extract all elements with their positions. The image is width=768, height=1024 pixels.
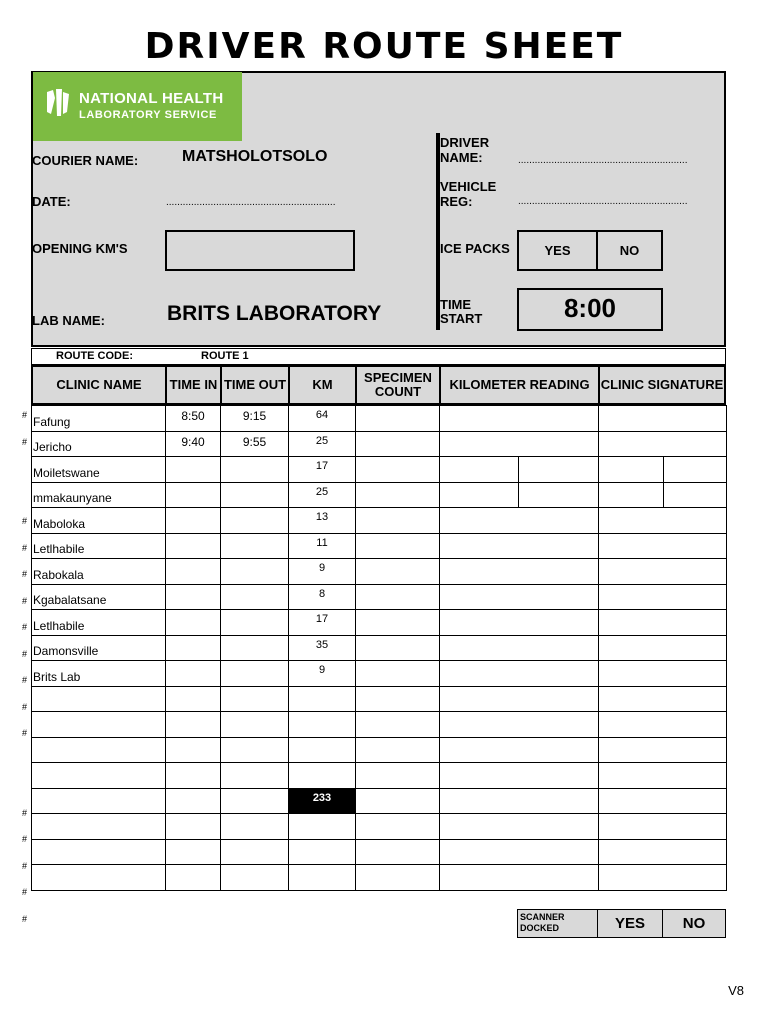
row-marker: #	[22, 516, 28, 526]
time-in-cell[interactable]	[166, 661, 221, 687]
col-kilometer-reading: KILOMETER READING	[441, 367, 600, 403]
clinic-signature-cell[interactable]	[599, 457, 664, 483]
time-in-cell[interactable]: 9:40	[166, 431, 221, 457]
time-out-cell[interactable]	[221, 559, 289, 585]
lab-name-label: LAB NAME:	[32, 313, 105, 328]
clinic-name-cell[interactable]	[32, 686, 166, 712]
km-cell[interactable]: 25	[289, 431, 356, 457]
route-code-row	[31, 348, 726, 365]
row-marker: #	[22, 887, 28, 897]
clinic-signature-cell[interactable]	[599, 406, 727, 432]
table-row	[32, 839, 727, 865]
specimen-count-cell[interactable]	[356, 686, 440, 712]
time-in-cell[interactable]	[166, 737, 221, 763]
time-in-cell[interactable]: 8:50	[166, 406, 221, 432]
opening-km-input[interactable]	[165, 230, 355, 271]
route-code-label: ROUTE CODE:	[56, 350, 133, 362]
row-marker: #	[22, 728, 28, 738]
table-row	[32, 533, 727, 559]
specimen-count-cell[interactable]	[356, 712, 440, 738]
date-field[interactable]: .............................................................	[166, 197, 336, 208]
table-header	[31, 365, 726, 405]
courier-name-value[interactable]: MATSHOLOTSOLO	[182, 148, 328, 165]
table-row	[32, 508, 727, 534]
clinic-name-cell[interactable]	[32, 737, 166, 763]
table-row	[32, 763, 727, 789]
clinic-name-cell[interactable]	[32, 763, 166, 789]
col-clinic-signature: CLINIC SIGNATURE	[600, 377, 724, 392]
row-marker: #	[22, 648, 28, 659]
clinic-signature-cell[interactable]	[599, 508, 727, 534]
scanner-no[interactable]: NO	[662, 909, 726, 938]
version-label: V8	[728, 983, 744, 998]
km-cell[interactable]: 9	[289, 559, 356, 585]
specimen-count-cell[interactable]	[356, 406, 440, 432]
clinic-signature-cell[interactable]	[599, 788, 727, 814]
scanner-docked-label: SCANNER DOCKED	[517, 909, 598, 938]
specimen-count-cell[interactable]	[356, 788, 440, 814]
kilometer-reading-cell[interactable]	[440, 610, 599, 636]
table-row	[32, 610, 727, 636]
row-marker: #	[22, 436, 28, 447]
km-cell[interactable]: 35	[289, 635, 356, 661]
km-cell[interactable]: 11	[289, 533, 356, 559]
clinic-signature-cell[interactable]	[599, 839, 727, 865]
table-row	[32, 788, 727, 814]
clinic-name-cell[interactable]: Letlhabile	[32, 610, 166, 636]
specimen-count-cell[interactable]	[356, 508, 440, 534]
time-out-cell[interactable]	[221, 763, 289, 789]
clinic-signature-cell[interactable]	[599, 533, 727, 559]
row-marker: #	[22, 622, 28, 632]
time-out-cell[interactable]	[221, 610, 289, 636]
nhls-logo	[33, 72, 242, 141]
vehicle-reg-label: VEHICLE REG:	[440, 179, 497, 209]
time-out-cell[interactable]	[221, 737, 289, 763]
time-out-cell[interactable]	[221, 584, 289, 610]
kilometer-reading-cell[interactable]	[519, 457, 599, 483]
page-title: DRIVER ROUTE SHEET	[144, 26, 624, 67]
row-marker: #	[22, 675, 28, 685]
clinic-name-cell[interactable]	[32, 788, 166, 814]
time-out-cell[interactable]	[221, 839, 289, 865]
row-marker: #	[22, 807, 28, 818]
vehicle-reg-field[interactable]: .............................................................	[518, 196, 688, 207]
time-out-cell[interactable]	[221, 661, 289, 687]
time-in-cell[interactable]	[166, 533, 221, 559]
kilometer-reading-cell[interactable]	[440, 431, 599, 457]
clinic-name-cell[interactable]	[32, 865, 166, 891]
time-out-cell[interactable]	[221, 686, 289, 712]
clinic-signature-cell[interactable]	[599, 482, 664, 508]
route-code-value: ROUTE 1	[201, 350, 249, 362]
clinic-name-cell[interactable]	[32, 814, 166, 840]
time-in-cell[interactable]	[166, 686, 221, 712]
specimen-count-cell[interactable]	[356, 482, 440, 508]
clinic-signature-cell[interactable]	[599, 559, 727, 585]
date-label: DATE:	[32, 194, 71, 209]
km-cell[interactable]	[289, 865, 356, 891]
table-row	[32, 737, 727, 763]
specimen-count-cell[interactable]	[356, 431, 440, 457]
clinic-signature-cell[interactable]	[599, 584, 727, 610]
col-time-in: TIME IN	[167, 367, 222, 403]
clinic-name-cell[interactable]: Damonsville	[32, 635, 166, 661]
time-in-cell[interactable]	[166, 584, 221, 610]
row-marker: #	[22, 542, 28, 553]
kilometer-reading-cell[interactable]	[440, 712, 599, 738]
time-in-cell[interactable]	[166, 508, 221, 534]
ice-packs-label: ICE PACKS	[440, 241, 510, 256]
km-cell[interactable]: 64	[289, 406, 356, 432]
specimen-count-cell[interactable]	[356, 610, 440, 636]
kilometer-reading-cell[interactable]	[440, 482, 519, 508]
time-out-cell[interactable]	[221, 865, 289, 891]
time-out-cell[interactable]	[221, 788, 289, 814]
clinic-name-cell[interactable]: Fafung	[32, 406, 166, 432]
time-out-cell[interactable]	[221, 457, 289, 483]
clinic-name-cell[interactable]: Rabokala	[32, 559, 166, 585]
table-row	[32, 482, 727, 508]
table-row	[32, 686, 727, 712]
col-clinic-name: CLINIC NAME	[33, 367, 167, 403]
table-row	[32, 635, 727, 661]
km-cell[interactable]	[289, 712, 356, 738]
time-in-cell[interactable]	[166, 865, 221, 891]
kilometer-reading-cell[interactable]	[440, 763, 599, 789]
clinic-name-cell[interactable]: Maboloka	[32, 508, 166, 534]
clinic-signature-cell[interactable]	[664, 482, 727, 508]
clinic-signature-cell[interactable]	[599, 686, 727, 712]
time-in-cell[interactable]	[166, 839, 221, 865]
clinic-name-cell[interactable]	[32, 839, 166, 865]
logo-line-1: NATIONAL HEALTH	[79, 90, 224, 107]
kilometer-reading-cell[interactable]	[440, 788, 599, 814]
driver-name-field[interactable]: .............................................................	[518, 155, 688, 166]
driver-name-label: DRIVER NAME:	[440, 135, 490, 165]
kilometer-reading-cell[interactable]	[440, 686, 599, 712]
km-cell[interactable]: 9	[289, 661, 356, 687]
clinic-signature-cell[interactable]	[599, 737, 727, 763]
clinic-signature-cell[interactable]	[599, 814, 727, 840]
row-marker: #	[22, 834, 28, 844]
clinic-signature-cell[interactable]	[599, 661, 727, 687]
kilometer-reading-cell[interactable]	[440, 533, 599, 559]
time-in-cell[interactable]	[166, 814, 221, 840]
route-table	[31, 405, 727, 891]
kilometer-reading-cell[interactable]	[440, 635, 599, 661]
kilometer-reading-cell[interactable]	[440, 839, 599, 865]
time-in-cell[interactable]	[166, 788, 221, 814]
table-row	[32, 406, 727, 432]
time-out-cell[interactable]	[221, 533, 289, 559]
time-in-cell[interactable]	[166, 457, 221, 483]
kilometer-reading-cell[interactable]	[440, 661, 599, 687]
time-start-value[interactable]: 8:00	[517, 288, 663, 331]
col-km: KM	[290, 367, 357, 403]
kilometer-reading-cell[interactable]	[440, 559, 599, 585]
km-cell[interactable]: 17	[289, 610, 356, 636]
clinic-signature-cell[interactable]	[599, 635, 727, 661]
lab-name-value[interactable]: BRITS LABORATORY	[167, 302, 382, 325]
time-start-label: TIME START	[440, 297, 483, 326]
time-in-cell[interactable]	[166, 559, 221, 585]
specimen-count-cell[interactable]	[356, 814, 440, 840]
km-cell[interactable]	[289, 737, 356, 763]
clinic-name-cell[interactable]: Kgabalatsane	[32, 584, 166, 610]
ice-packs-yes[interactable]: YES	[517, 230, 598, 271]
courier-name-label: COURIER NAME:	[32, 153, 139, 168]
time-out-cell[interactable]: 9:15	[221, 406, 289, 432]
km-cell[interactable]	[289, 686, 356, 712]
table-row	[32, 457, 727, 483]
kilometer-reading-cell[interactable]	[440, 865, 599, 891]
clinic-name-cell[interactable]: mmakaunyane	[32, 482, 166, 508]
table-row	[32, 865, 727, 891]
logo-line-2: LABORATORY SERVICE	[79, 109, 217, 121]
row-marker: #	[22, 913, 28, 924]
ice-packs-no[interactable]: NO	[596, 230, 663, 271]
table-row	[32, 712, 727, 738]
scanner-yes[interactable]: YES	[597, 909, 663, 938]
time-out-cell[interactable]	[221, 712, 289, 738]
kilometer-reading-cell[interactable]	[440, 737, 599, 763]
specimen-count-cell[interactable]	[356, 533, 440, 559]
clinic-name-cell[interactable]: Moiletswane	[32, 457, 166, 483]
km-cell[interactable]: 17	[289, 457, 356, 483]
clinic-name-cell[interactable]: Letlhabile	[32, 533, 166, 559]
specimen-count-cell[interactable]	[356, 661, 440, 687]
table-row	[32, 559, 727, 585]
row-marker: #	[22, 860, 28, 871]
km-cell[interactable]: 25	[289, 482, 356, 508]
nhls-logo-icon	[41, 86, 75, 120]
row-marker: #	[22, 410, 28, 420]
kilometer-reading-cell[interactable]	[440, 457, 519, 483]
clinic-signature-cell[interactable]	[599, 712, 727, 738]
km-cell[interactable]	[289, 839, 356, 865]
kilometer-reading-cell[interactable]	[440, 584, 599, 610]
clinic-signature-cell[interactable]	[599, 865, 727, 891]
specimen-count-cell[interactable]	[356, 839, 440, 865]
clinic-signature-cell[interactable]	[664, 457, 727, 483]
specimen-count-cell[interactable]	[356, 635, 440, 661]
row-marker: #	[22, 569, 28, 579]
row-marker: #	[22, 595, 28, 606]
km-cell[interactable]: 8	[289, 584, 356, 610]
time-in-cell[interactable]	[166, 712, 221, 738]
kilometer-reading-cell[interactable]	[440, 508, 599, 534]
specimen-count-cell[interactable]	[356, 457, 440, 483]
time-out-cell[interactable]	[221, 635, 289, 661]
time-out-cell[interactable]	[221, 482, 289, 508]
kilometer-reading-cell[interactable]	[440, 814, 599, 840]
km-total-cell[interactable]: 233	[289, 788, 356, 814]
specimen-count-cell[interactable]	[356, 763, 440, 789]
specimen-count-cell[interactable]	[356, 559, 440, 585]
col-time-out: TIME OUT	[222, 367, 290, 403]
specimen-count-cell[interactable]	[356, 865, 440, 891]
time-in-cell[interactable]	[166, 763, 221, 789]
km-cell[interactable]: 13	[289, 508, 356, 534]
time-in-cell[interactable]	[166, 610, 221, 636]
specimen-count-cell[interactable]	[356, 737, 440, 763]
time-out-cell[interactable]	[221, 508, 289, 534]
clinic-name-cell[interactable]: Brits Lab	[32, 661, 166, 687]
table-row	[32, 584, 727, 610]
time-in-cell[interactable]	[166, 635, 221, 661]
clinic-signature-cell[interactable]	[599, 431, 727, 457]
time-out-cell[interactable]	[221, 814, 289, 840]
km-cell[interactable]	[289, 814, 356, 840]
clinic-signature-cell[interactable]	[599, 763, 727, 789]
table-row	[32, 661, 727, 687]
col-specimen-count: SPECIMEN COUNT	[357, 367, 441, 403]
table-row	[32, 431, 727, 457]
row-marker: #	[22, 701, 28, 712]
kilometer-reading-cell[interactable]	[440, 406, 599, 432]
table-row	[32, 814, 727, 840]
clinic-signature-cell[interactable]	[599, 610, 727, 636]
specimen-count-cell[interactable]	[356, 584, 440, 610]
clinic-name-cell[interactable]	[32, 712, 166, 738]
opening-km-label: OPENING KM'S	[32, 241, 128, 256]
time-in-cell[interactable]	[166, 482, 221, 508]
kilometer-reading-cell[interactable]	[519, 482, 599, 508]
time-out-cell[interactable]: 9:55	[221, 431, 289, 457]
clinic-name-cell[interactable]: Jericho	[32, 431, 166, 457]
km-cell[interactable]	[289, 763, 356, 789]
